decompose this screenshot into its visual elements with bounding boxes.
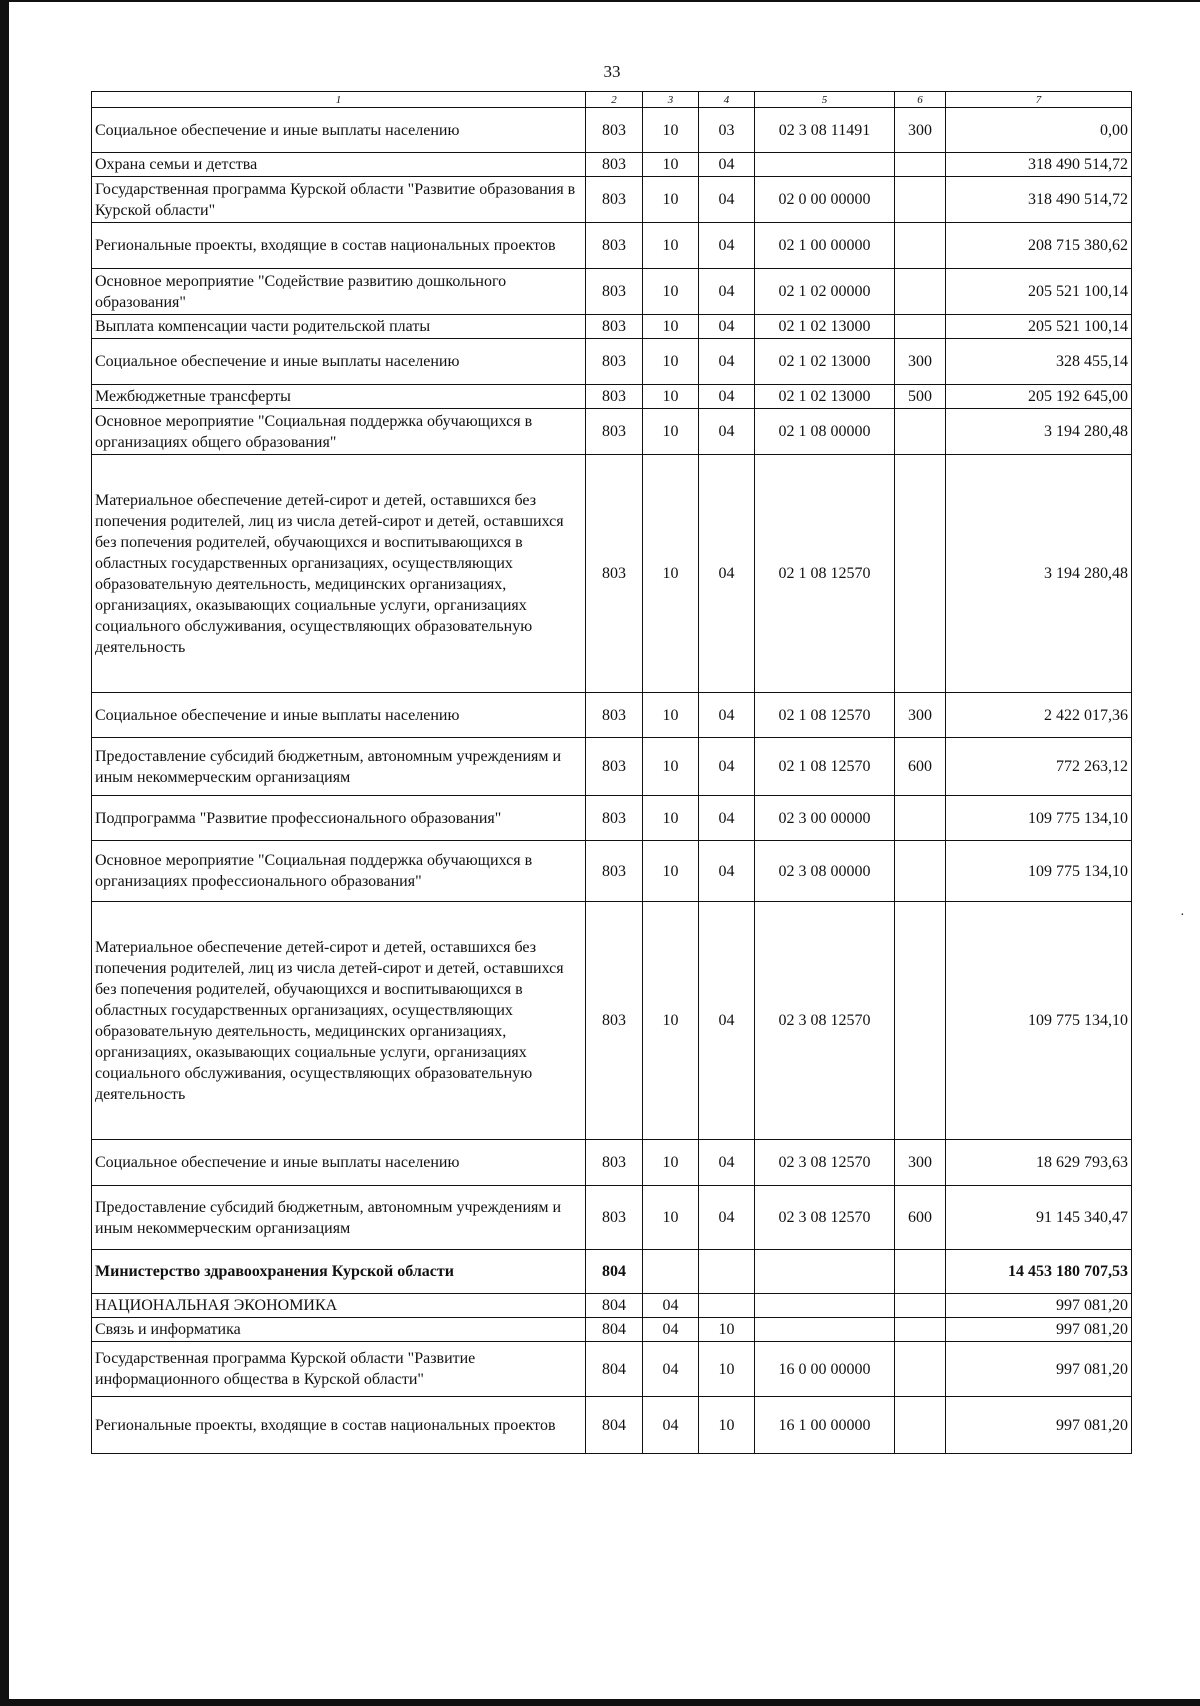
expense-type-cell bbox=[895, 902, 946, 1140]
table-row bbox=[92, 1140, 1132, 1186]
column-number: 3 bbox=[643, 92, 699, 108]
ministry-code-cell: 803 bbox=[586, 841, 643, 902]
section-code-cell: 10 bbox=[643, 1140, 699, 1186]
amount-cell: 997 081,20 bbox=[946, 1342, 1132, 1397]
table-row bbox=[92, 1397, 1132, 1454]
subsection-code-cell: 04 bbox=[699, 1140, 755, 1186]
section-code-cell: 10 bbox=[643, 339, 699, 385]
ministry-code-cell: 803 bbox=[586, 177, 643, 223]
table-row bbox=[92, 1294, 1132, 1318]
table-row bbox=[92, 177, 1132, 223]
row-name-cell: Связь и информатика bbox=[92, 1318, 586, 1342]
table-row bbox=[92, 1186, 1132, 1250]
row-name-cell: Основное мероприятие "Содействие развитию дошкольного образования" bbox=[92, 269, 586, 315]
target-code-cell: 02 1 08 12570 bbox=[755, 738, 895, 796]
section-code-cell: 10 bbox=[643, 693, 699, 738]
section-code-cell: 04 bbox=[643, 1397, 699, 1454]
target-code-cell: 02 3 08 12570 bbox=[755, 1186, 895, 1250]
table-row bbox=[92, 738, 1132, 796]
row-name-cell: Основное мероприятие "Социальная поддержка обучающихся в организациях профессионального образования" bbox=[92, 841, 586, 902]
target-code-cell: 02 1 08 12570 bbox=[755, 455, 895, 693]
amount-cell: 18 629 793,63 bbox=[946, 1140, 1132, 1186]
row-name-cell: Социальное обеспечение и иные выплаты населению bbox=[92, 693, 586, 738]
target-code-cell: 02 1 08 12570 bbox=[755, 693, 895, 738]
ministry-code-cell: 803 bbox=[586, 902, 643, 1140]
target-code-cell: 02 3 08 12570 bbox=[755, 902, 895, 1140]
subsection-code-cell: 04 bbox=[699, 153, 755, 177]
expense-type-cell bbox=[895, 1318, 946, 1342]
expense-type-cell bbox=[895, 153, 946, 177]
row-name-cell: Министерство здравоохранения Курской области bbox=[92, 1250, 586, 1294]
table-row bbox=[92, 693, 1132, 738]
table-row bbox=[92, 269, 1132, 315]
table-row bbox=[92, 153, 1132, 177]
section-code-cell bbox=[643, 1250, 699, 1294]
table-row bbox=[92, 796, 1132, 841]
ministry-code-cell: 803 bbox=[586, 693, 643, 738]
row-name-cell: Социальное обеспечение и иные выплаты населению bbox=[92, 108, 586, 153]
amount-cell: 208 715 380,62 bbox=[946, 223, 1132, 269]
ministry-code-cell: 803 bbox=[586, 1140, 643, 1186]
column-number: 2 bbox=[586, 92, 643, 108]
ministry-code-cell: 803 bbox=[586, 223, 643, 269]
table-body bbox=[92, 92, 1132, 1454]
amount-cell: 109 775 134,10 bbox=[946, 841, 1132, 902]
amount-cell: 318 490 514,72 bbox=[946, 177, 1132, 223]
row-name-cell: НАЦИОНАЛЬНАЯ ЭКОНОМИКА bbox=[92, 1294, 586, 1318]
table-row bbox=[92, 223, 1132, 269]
expense-type-cell bbox=[895, 1250, 946, 1294]
row-name-cell: Государственная программа Курской области "Развитие образования в Курской области" bbox=[92, 177, 586, 223]
ministry-code-cell: 803 bbox=[586, 409, 643, 455]
target-code-cell: 02 3 08 12570 bbox=[755, 1140, 895, 1186]
section-code-cell: 10 bbox=[643, 223, 699, 269]
amount-cell: 205 521 100,14 bbox=[946, 269, 1132, 315]
section-code-cell: 10 bbox=[643, 1186, 699, 1250]
target-code-cell bbox=[755, 1250, 895, 1294]
subsection-code-cell bbox=[699, 1294, 755, 1318]
amount-cell: 997 081,20 bbox=[946, 1318, 1132, 1342]
section-code-cell: 10 bbox=[643, 385, 699, 409]
expense-type-cell bbox=[895, 1342, 946, 1397]
table-row bbox=[92, 1250, 1132, 1294]
row-name-cell: Государственная программа Курской области "Развитие информационного общества в Курской области" bbox=[92, 1342, 586, 1397]
ministry-code-cell: 803 bbox=[586, 269, 643, 315]
expense-type-cell bbox=[895, 223, 946, 269]
subsection-code-cell: 04 bbox=[699, 455, 755, 693]
target-code-cell: 02 1 02 13000 bbox=[755, 339, 895, 385]
subsection-code-cell: 10 bbox=[699, 1397, 755, 1454]
expense-type-cell bbox=[895, 269, 946, 315]
section-code-cell: 10 bbox=[643, 841, 699, 902]
ministry-code-cell: 803 bbox=[586, 153, 643, 177]
ministry-code-cell: 803 bbox=[586, 315, 643, 339]
target-code-cell: 02 3 08 00000 bbox=[755, 841, 895, 902]
ministry-code-cell: 804 bbox=[586, 1397, 643, 1454]
subsection-code-cell: 04 bbox=[699, 1186, 755, 1250]
table-row bbox=[92, 409, 1132, 455]
subsection-code-cell: 04 bbox=[699, 385, 755, 409]
amount-cell: 3 194 280,48 bbox=[946, 409, 1132, 455]
section-code-cell: 10 bbox=[643, 902, 699, 1140]
row-name-cell: Материальное обеспечение детей-сирот и детей, оставшихся без попечения родителей, лиц из числа детей-сирот и детей, оставшихся без попечения родителей, обучающихся и воспитывающихся в областных государственных организациях, осуществляющих образовательную деятельность, медицинских организациях, организациях, оказывающих социальные услуги, организациях социального обслуживания, осуществляющих образовательную деятельность bbox=[92, 455, 586, 693]
target-code-cell bbox=[755, 153, 895, 177]
row-name-cell: Межбюджетные трансферты bbox=[92, 385, 586, 409]
section-code-cell: 04 bbox=[643, 1294, 699, 1318]
table-row bbox=[92, 841, 1132, 902]
section-code-cell: 10 bbox=[643, 153, 699, 177]
table-row bbox=[92, 1318, 1132, 1342]
table-row bbox=[92, 902, 1132, 1140]
column-number: 5 bbox=[755, 92, 895, 108]
section-code-cell: 10 bbox=[643, 738, 699, 796]
expense-type-cell bbox=[895, 409, 946, 455]
amount-cell: 318 490 514,72 bbox=[946, 153, 1132, 177]
column-number: 7 bbox=[946, 92, 1132, 108]
target-code-cell bbox=[755, 1318, 895, 1342]
table-row bbox=[92, 339, 1132, 385]
row-name-cell: Предоставление субсидий бюджетным, автономным учреждениям и иным некоммерческим организациям bbox=[92, 1186, 586, 1250]
subsection-code-cell: 04 bbox=[699, 796, 755, 841]
ministry-code-cell: 803 bbox=[586, 455, 643, 693]
section-code-cell: 10 bbox=[643, 409, 699, 455]
column-number: 6 bbox=[895, 92, 946, 108]
section-code-cell: 10 bbox=[643, 177, 699, 223]
amount-cell: 997 081,20 bbox=[946, 1294, 1132, 1318]
section-code-cell: 10 bbox=[643, 455, 699, 693]
amount-cell: 772 263,12 bbox=[946, 738, 1132, 796]
subsection-code-cell bbox=[699, 1250, 755, 1294]
expense-type-cell bbox=[895, 1294, 946, 1318]
expense-type-cell bbox=[895, 1397, 946, 1454]
ministry-code-cell: 803 bbox=[586, 339, 643, 385]
expense-type-cell bbox=[895, 177, 946, 223]
target-code-cell: 02 3 08 11491 bbox=[755, 108, 895, 153]
budget-table bbox=[91, 91, 1132, 1454]
subsection-code-cell: 04 bbox=[699, 339, 755, 385]
table-row bbox=[92, 385, 1132, 409]
subsection-code-cell: 04 bbox=[699, 269, 755, 315]
amount-cell: 14 453 180 707,53 bbox=[946, 1250, 1132, 1294]
subsection-code-cell: 04 bbox=[699, 223, 755, 269]
expense-type-cell bbox=[895, 796, 946, 841]
row-name-cell: Подпрограмма "Развитие профессионального образования" bbox=[92, 796, 586, 841]
amount-cell: 91 145 340,47 bbox=[946, 1186, 1132, 1250]
ministry-code-cell: 803 bbox=[586, 108, 643, 153]
amount-cell: 997 081,20 bbox=[946, 1397, 1132, 1454]
ministry-code-cell: 804 bbox=[586, 1342, 643, 1397]
section-code-cell: 04 bbox=[643, 1342, 699, 1397]
column-number: 1 bbox=[92, 92, 586, 108]
subsection-code-cell: 03 bbox=[699, 108, 755, 153]
amount-cell: 109 775 134,10 bbox=[946, 902, 1132, 1140]
target-code-cell: 02 1 00 00000 bbox=[755, 223, 895, 269]
row-name-cell: Охрана семьи и детства bbox=[92, 153, 586, 177]
subsection-code-cell: 04 bbox=[699, 315, 755, 339]
section-code-cell: 10 bbox=[643, 796, 699, 841]
subsection-code-cell: 04 bbox=[699, 693, 755, 738]
column-number-row bbox=[92, 92, 1132, 108]
expense-type-cell bbox=[895, 315, 946, 339]
target-code-cell: 02 0 00 00000 bbox=[755, 177, 895, 223]
subsection-code-cell: 04 bbox=[699, 409, 755, 455]
row-name-cell: Региональные проекты, входящие в состав национальных проектов bbox=[92, 223, 586, 269]
expense-type-cell: 300 bbox=[895, 693, 946, 738]
subsection-code-cell: 10 bbox=[699, 1318, 755, 1342]
section-code-cell: 04 bbox=[643, 1318, 699, 1342]
table-row bbox=[92, 455, 1132, 693]
ministry-code-cell: 803 bbox=[586, 796, 643, 841]
expense-type-cell: 500 bbox=[895, 385, 946, 409]
target-code-cell: 16 1 00 00000 bbox=[755, 1397, 895, 1454]
row-name-cell: Основное мероприятие "Социальная поддержка обучающихся в организациях общего образования" bbox=[92, 409, 586, 455]
subsection-code-cell: 04 bbox=[699, 841, 755, 902]
target-code-cell bbox=[755, 1294, 895, 1318]
page-number: 33 bbox=[603, 62, 621, 81]
subsection-code-cell: 04 bbox=[699, 738, 755, 796]
amount-cell: 205 192 645,00 bbox=[946, 385, 1132, 409]
target-code-cell: 02 1 02 13000 bbox=[755, 315, 895, 339]
row-name-cell: Материальное обеспечение детей-сирот и детей, оставшихся без попечения родителей, лиц из числа детей-сирот и детей, оставшихся без попечения родителей, обучающихся и воспитывающихся в областных государственных организациях, осуществляющих образовательную деятельность, медицинских организациях, организациях, оказывающих социальные услуги, организациях социального обслуживания, осуществляющих образовательную деятельность bbox=[92, 902, 586, 1140]
ministry-code-cell: 803 bbox=[586, 385, 643, 409]
table-row bbox=[92, 1342, 1132, 1397]
subsection-code-cell: 10 bbox=[699, 1342, 755, 1397]
subsection-code-cell: 04 bbox=[699, 177, 755, 223]
amount-cell: 328 455,14 bbox=[946, 339, 1132, 385]
row-name-cell: Социальное обеспечение и иные выплаты населению bbox=[92, 339, 586, 385]
section-code-cell: 10 bbox=[643, 315, 699, 339]
ministry-code-cell: 803 bbox=[586, 1186, 643, 1250]
target-code-cell: 02 1 08 00000 bbox=[755, 409, 895, 455]
target-code-cell: 02 1 02 00000 bbox=[755, 269, 895, 315]
amount-cell: 3 194 280,48 bbox=[946, 455, 1132, 693]
subsection-code-cell: 04 bbox=[699, 902, 755, 1140]
ministry-code-cell: 803 bbox=[586, 738, 643, 796]
amount-cell: 0,00 bbox=[946, 108, 1132, 153]
target-code-cell: 02 1 02 13000 bbox=[755, 385, 895, 409]
amount-cell: 109 775 134,10 bbox=[946, 796, 1132, 841]
expense-type-cell bbox=[895, 455, 946, 693]
column-number: 4 bbox=[699, 92, 755, 108]
target-code-cell: 16 0 00 00000 bbox=[755, 1342, 895, 1397]
row-name-cell: Предоставление субсидий бюджетным, автономным учреждениям и иным некоммерческим организациям bbox=[92, 738, 586, 796]
row-name-cell: Региональные проекты, входящие в состав национальных проектов bbox=[92, 1397, 586, 1454]
ministry-code-cell: 804 bbox=[586, 1250, 643, 1294]
target-code-cell: 02 3 00 00000 bbox=[755, 796, 895, 841]
expense-type-cell: 300 bbox=[895, 339, 946, 385]
table-row bbox=[92, 315, 1132, 339]
expense-type-cell: 300 bbox=[895, 108, 946, 153]
expense-type-cell bbox=[895, 841, 946, 902]
amount-cell: 205 521 100,14 bbox=[946, 315, 1132, 339]
ministry-code-cell: 804 bbox=[586, 1318, 643, 1342]
expense-type-cell: 300 bbox=[895, 1140, 946, 1186]
row-name-cell: Выплата компенсации части родительской платы bbox=[92, 315, 586, 339]
expense-type-cell: 600 bbox=[895, 738, 946, 796]
section-code-cell: 10 bbox=[643, 269, 699, 315]
section-code-cell: 10 bbox=[643, 108, 699, 153]
row-name-cell: Социальное обеспечение и иные выплаты населению bbox=[92, 1140, 586, 1186]
amount-cell: 2 422 017,36 bbox=[946, 693, 1132, 738]
table-row bbox=[92, 108, 1132, 153]
expense-type-cell: 600 bbox=[895, 1186, 946, 1250]
ministry-code-cell: 804 bbox=[586, 1294, 643, 1318]
scan-mark: · bbox=[1180, 908, 1185, 923]
